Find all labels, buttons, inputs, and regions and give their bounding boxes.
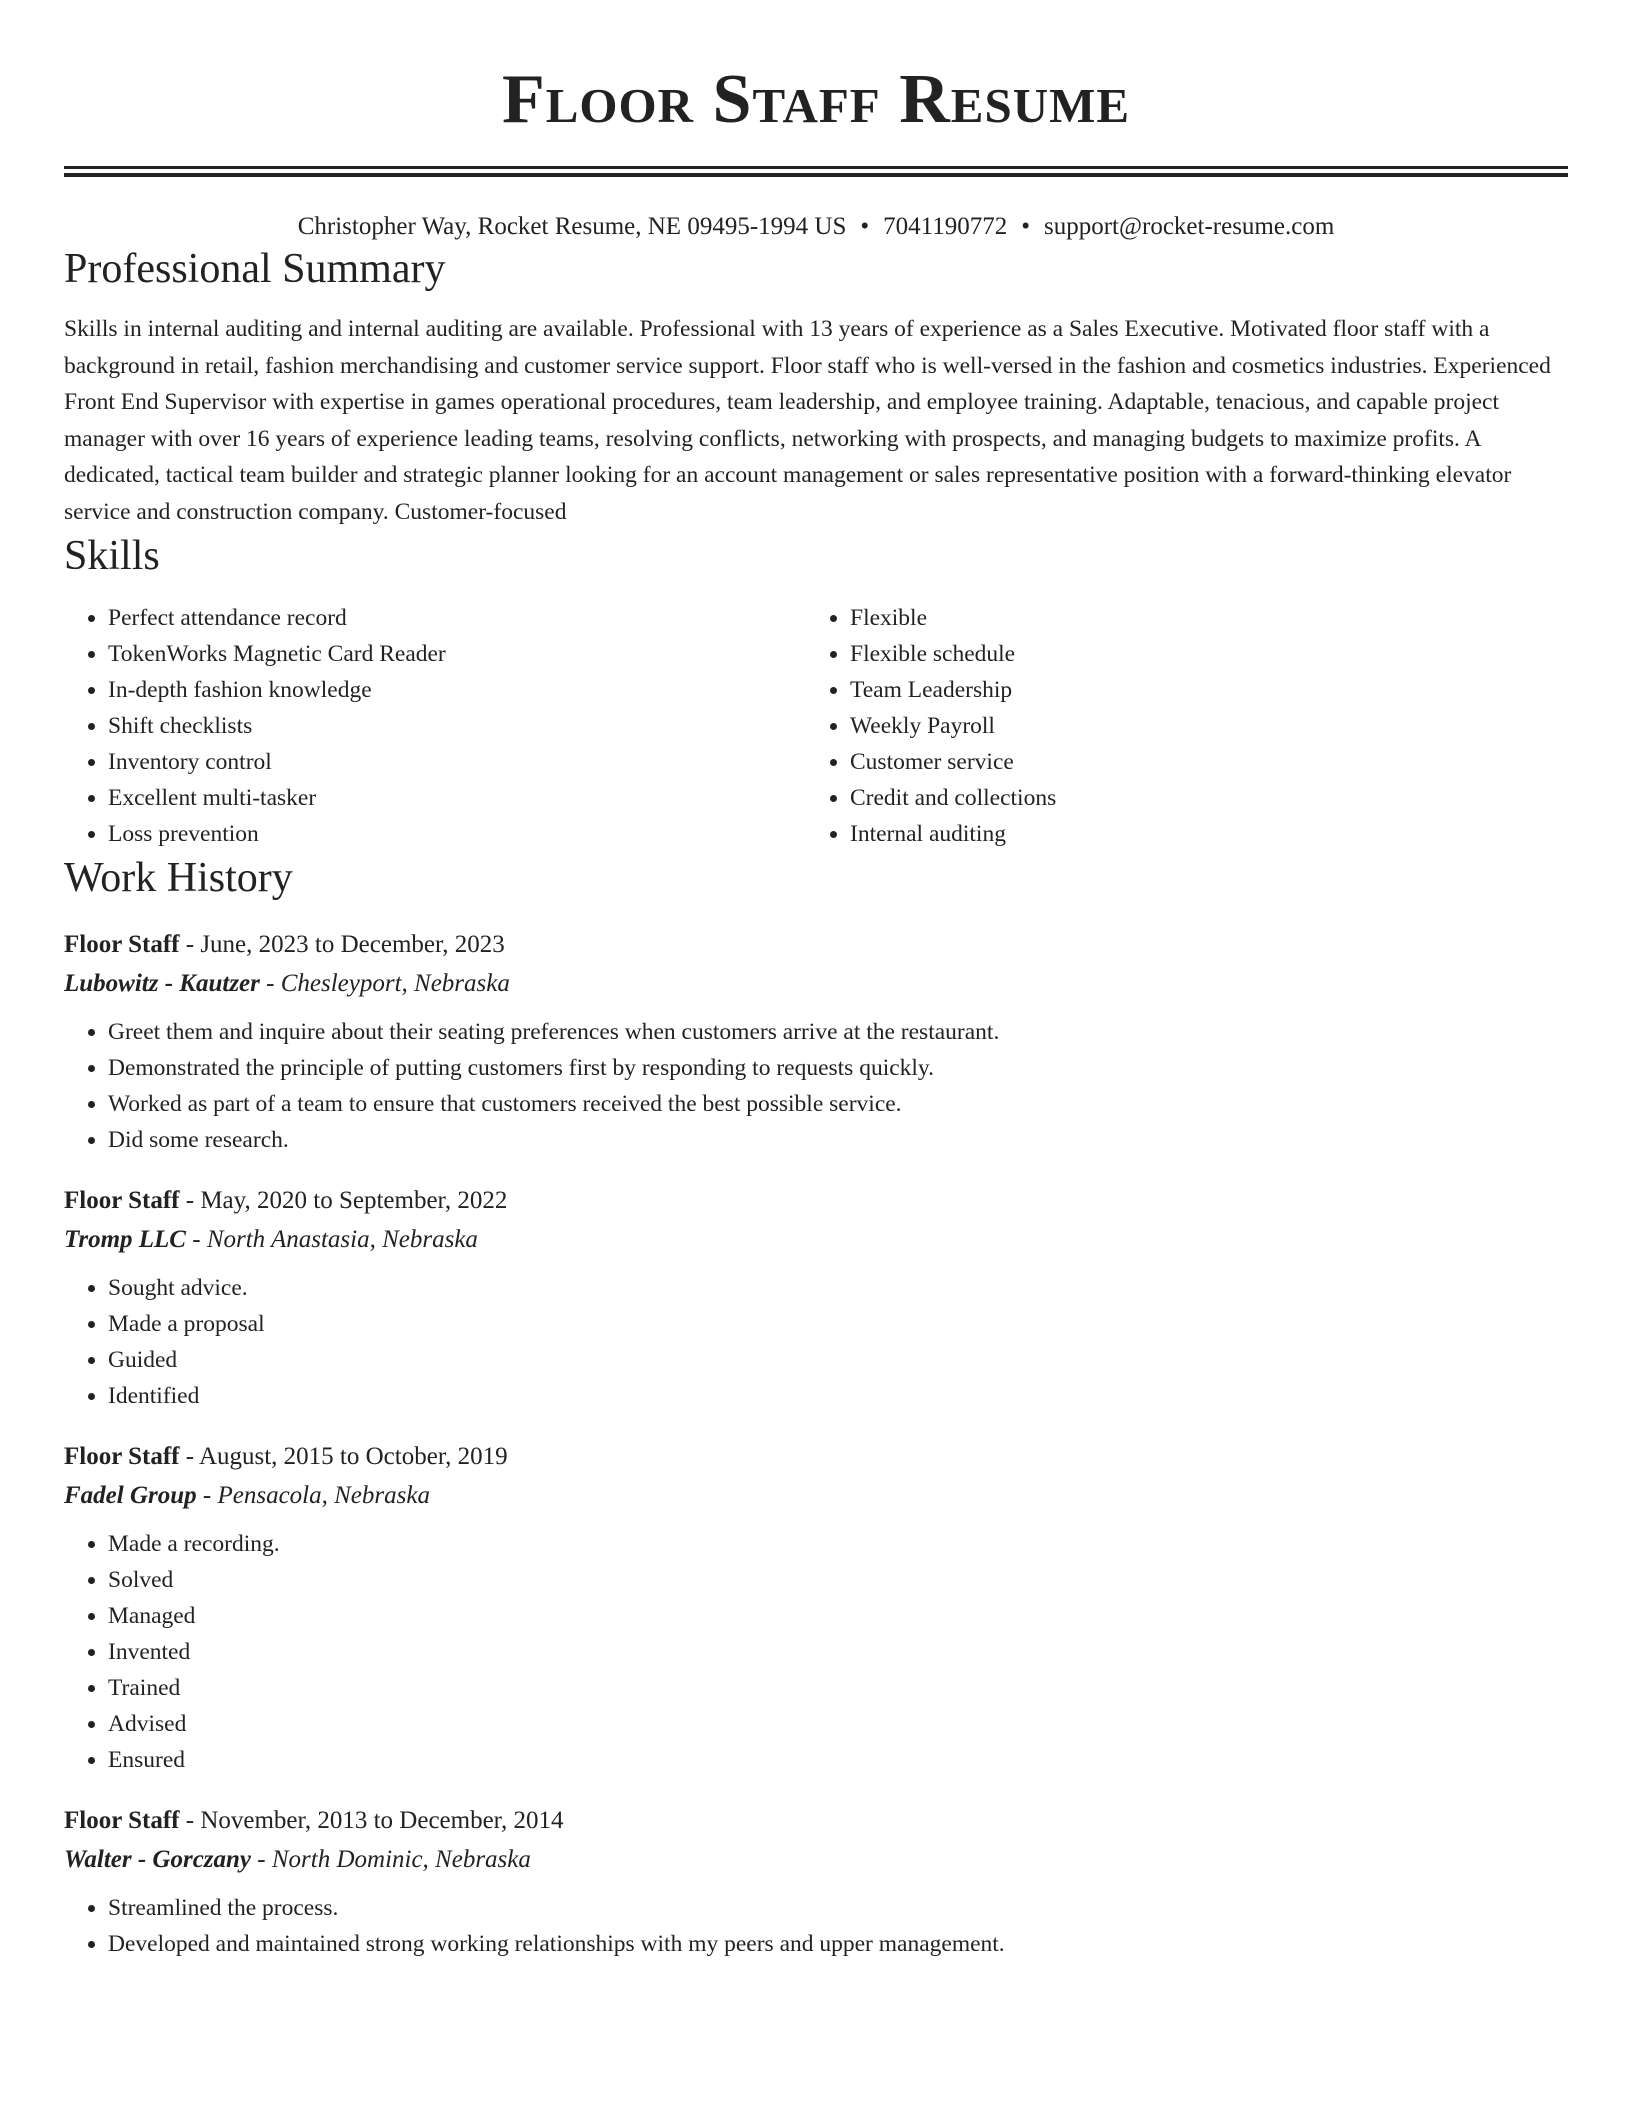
title-double-rule: [64, 166, 1568, 177]
skill-item: • Team Leadership: [850, 672, 1548, 708]
skill-item: • Inventory control: [108, 744, 806, 780]
company-location: Chesleyport, Nebraska: [280, 970, 510, 997]
contact-separator: •: [860, 213, 870, 240]
skill-item: • Loss prevention: [108, 816, 806, 852]
job-dates: August, 2015 to October, 2019: [198, 1443, 508, 1470]
dash: -: [179, 1443, 199, 1470]
work-history-heading: Work History: [64, 855, 293, 901]
job-entry: [64, 1182, 1568, 1414]
company-location: Pensacola, Nebraska: [217, 1482, 430, 1509]
skill-item: • Internal auditing: [850, 816, 1548, 852]
job-title-line: [64, 926, 1568, 964]
skill-item: • In-depth fashion knowledge: [108, 672, 806, 708]
job-title-line: [64, 1802, 1568, 1840]
company-line: [64, 1220, 1568, 1260]
duty-item: • Made a proposal: [108, 1306, 1568, 1342]
contact-line: [64, 211, 1568, 243]
job-title-line: [64, 1182, 1568, 1220]
job-title: Floor Staff: [64, 1187, 180, 1214]
job-dates: May, 2020 to September, 2022: [200, 1187, 508, 1214]
contact-separator: •: [1021, 213, 1030, 240]
duty-item: • Made a recording.: [108, 1526, 1568, 1562]
skills-columns: [64, 600, 1568, 852]
job-dates: November, 2013 to December, 2014: [200, 1807, 564, 1834]
job-duties: [64, 1890, 1568, 1962]
job-entry: [64, 1438, 1568, 1778]
company-name: Walter - Gorczany: [64, 1846, 252, 1873]
skills-list-right: [806, 600, 1548, 852]
job-entry: [64, 1802, 1568, 1962]
summary-text: Skills in internal auditing and internal auditing are available. Professional with 13 years of experience as a Sales Executive. Motivated floor staff with a background in retail, fashion merchandising and customer service support. Floor staff who is well-versed in the fashion and cosmetics industries. Experienced Front End Supervisor with expertise in games operational procedures, team leadership, and employee training. Adaptable, tenacious, and capable project manager with over 16 years of experience leading teams, resolving conflicts, networking with prospects, and managing budgets to maximize profits. A dedicated, tactical team builder and strategic planner looking for an account management or sales representative position with a forward-thinking elevator service and construction company. Customer-focused: [64, 316, 1551, 525]
duty-item: • Trained: [108, 1670, 1568, 1706]
company-line: [64, 1476, 1568, 1516]
job-duties: [64, 1270, 1568, 1414]
contact-address: Christopher Way, Rocket Resume, NE 09495-1994 US: [297, 213, 847, 240]
company-line: [64, 964, 1568, 1004]
job-title-line: [64, 1438, 1568, 1476]
contact-email: support@rocket-resume.com: [1043, 213, 1335, 240]
dash: -: [179, 1807, 201, 1834]
job-entry: [64, 926, 1568, 1158]
duty-item: • Ensured: [108, 1742, 1568, 1778]
dash: -: [186, 1226, 207, 1253]
skill-item: • Flexible: [850, 600, 1548, 636]
duty-item: • Guided: [108, 1342, 1568, 1378]
dash: -: [196, 1482, 218, 1509]
job-title: Floor Staff: [64, 1807, 180, 1834]
duty-item: • Solved: [108, 1562, 1568, 1598]
skill-item: • TokenWorks Magnetic Card Reader: [108, 636, 806, 672]
company-location: North Dominic, Nebraska: [271, 1846, 531, 1873]
job-title: Floor Staff: [64, 1443, 180, 1470]
company-location: North Anastasia, Nebraska: [206, 1226, 478, 1253]
summary-heading: Professional Summary: [64, 246, 446, 292]
duty-item: • Identified: [108, 1378, 1568, 1414]
skill-item: • Excellent multi-tasker: [108, 780, 806, 816]
dash: -: [259, 970, 281, 997]
duty-item: • Greet them and inquire about their seating preferences when customers arrive at the restaurant.: [108, 1014, 1568, 1050]
skills-list-left: [64, 600, 806, 852]
duty-item: • Developed and maintained strong working relationships with my peers and upper management.: [108, 1926, 1568, 1962]
job-duties: [64, 1526, 1568, 1778]
skill-item: • Credit and collections: [850, 780, 1548, 816]
job-dates: June, 2023 to December, 2023: [200, 931, 505, 958]
job-duties: [64, 1014, 1568, 1158]
skill-item: • Weekly Payroll: [850, 708, 1548, 744]
skill-item: • Perfect attendance record: [108, 600, 806, 636]
duty-item: • Worked as part of a team to ensure that customers received the best possible service.: [108, 1086, 1568, 1122]
skill-item: • Customer service: [850, 744, 1548, 780]
contact-phone: 7041190772: [883, 213, 1008, 240]
duty-item: • Managed: [108, 1598, 1568, 1634]
duty-item: • Streamlined the process.: [108, 1890, 1568, 1926]
dash: -: [179, 931, 201, 958]
skill-item: • Shift checklists: [108, 708, 806, 744]
company-line: [64, 1840, 1568, 1880]
company-name: Tromp LLC: [64, 1226, 186, 1253]
duty-item: • Advised: [108, 1706, 1568, 1742]
skills-heading: Skills: [64, 533, 160, 579]
duty-item: • Demonstrated the principle of putting customers first by responding to requests quickly.: [108, 1050, 1568, 1086]
dash: -: [179, 1187, 201, 1214]
page-title: Floor Staff Resume: [501, 61, 1131, 138]
duty-item: • Sought advice.: [108, 1270, 1568, 1306]
company-name: Lubowitz - Kautzer: [64, 970, 260, 997]
company-name: Fadel Group: [64, 1482, 197, 1509]
dash: -: [251, 1846, 272, 1873]
duty-item: • Invented: [108, 1634, 1568, 1670]
job-title: Floor Staff: [64, 931, 180, 958]
duty-item: • Did some research.: [108, 1122, 1568, 1158]
skill-item: • Flexible schedule: [850, 636, 1548, 672]
